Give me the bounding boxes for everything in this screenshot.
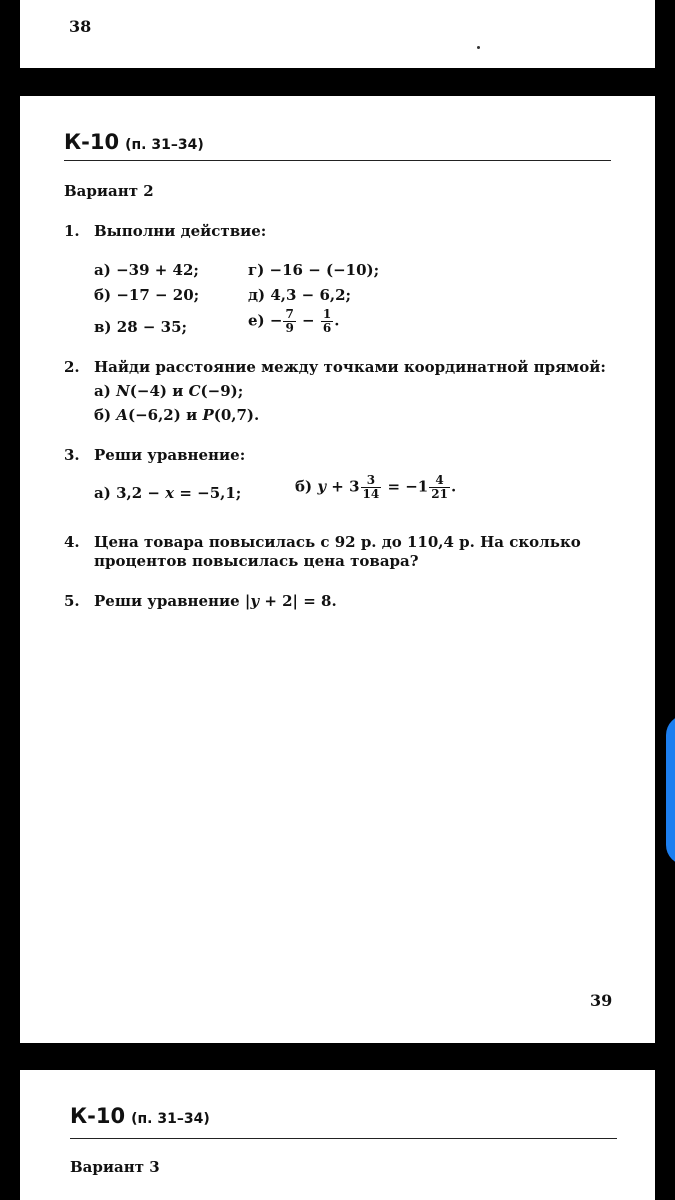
test-sections: (п. 31–34)	[125, 137, 204, 153]
variant-heading: Вариант 2	[64, 182, 154, 200]
fraction-7-9: $\frac{7}{9}$	[285, 307, 294, 335]
task-2-item-b: б) A(−6,2) и P(0,7).	[94, 406, 260, 424]
page-header	[64, 130, 204, 154]
next-test-title: К-10	[70, 1104, 126, 1128]
task-3-item-a: а) 3,2 − x = −5,1;	[94, 484, 242, 502]
floating-action-button[interactable]	[666, 715, 675, 865]
task-5-prompt: Реши уравнение |y + 2| = 8.	[94, 592, 337, 610]
task-4-line-1: Цена товара повысилась с 92 р. до 110,4 р. На сколько	[94, 533, 581, 551]
task-3	[64, 446, 245, 464]
task-1	[64, 222, 266, 240]
task-3-number: 3.	[64, 446, 80, 464]
next-header-divider	[70, 1138, 617, 1139]
next-page	[20, 1070, 655, 1200]
task-1-item-d: д) 4,3 − 6,2;	[248, 286, 352, 304]
fraction-1-6: $\frac{1}{6}$	[322, 307, 332, 335]
task-1-item-b: б) −17 − 20;	[94, 286, 200, 304]
task-3-prompt: Реши уравнение:	[94, 446, 246, 464]
next-test-sections: (п. 31–34)	[131, 1111, 210, 1127]
header-divider	[64, 160, 611, 161]
fraction-3-14: $\frac{3}{14}$	[362, 473, 380, 501]
task-4-number: 4.	[64, 533, 80, 551]
task-1-item-g: г) −16 − (−10);	[248, 261, 380, 279]
task-4-line-2: процентов повысилась цена товара?	[94, 552, 419, 570]
task-1-prompt: Выполни действие:	[94, 222, 267, 240]
task-3-item-b: б) y + 3 $\frac{3}{14}$ = −1 $\frac{4}{21}$ .	[295, 473, 457, 501]
page-number-39: 39	[590, 991, 613, 1010]
page-number-38: 38	[69, 17, 92, 36]
previous-page	[20, 0, 655, 68]
next-variant-heading: Вариант 3	[70, 1158, 160, 1176]
task-5	[64, 592, 337, 610]
task-5-number: 5.	[64, 592, 80, 610]
task-2-number: 2.	[64, 358, 80, 376]
task-1-item-v: в) 28 − 35;	[94, 318, 188, 336]
test-title: К-10	[64, 130, 120, 154]
task-4	[64, 533, 581, 551]
task-2	[64, 358, 606, 376]
task-2-item-a: а) N(−4) и C(−9);	[94, 382, 244, 400]
task-1-number: 1.	[64, 222, 80, 240]
speck-dot	[477, 46, 480, 49]
next-page-header	[70, 1104, 210, 1128]
current-page	[20, 96, 655, 1043]
task-1-item-a: а) −39 + 42;	[94, 261, 199, 279]
task-2-prompt: Найди расстояние между точками координатной прямой:	[94, 358, 606, 376]
task-1-item-e: е) − $\frac{7}{9}$ − $\frac{1}{6}$ .	[248, 307, 340, 335]
fraction-4-21: $\frac{4}{21}$	[431, 473, 448, 501]
